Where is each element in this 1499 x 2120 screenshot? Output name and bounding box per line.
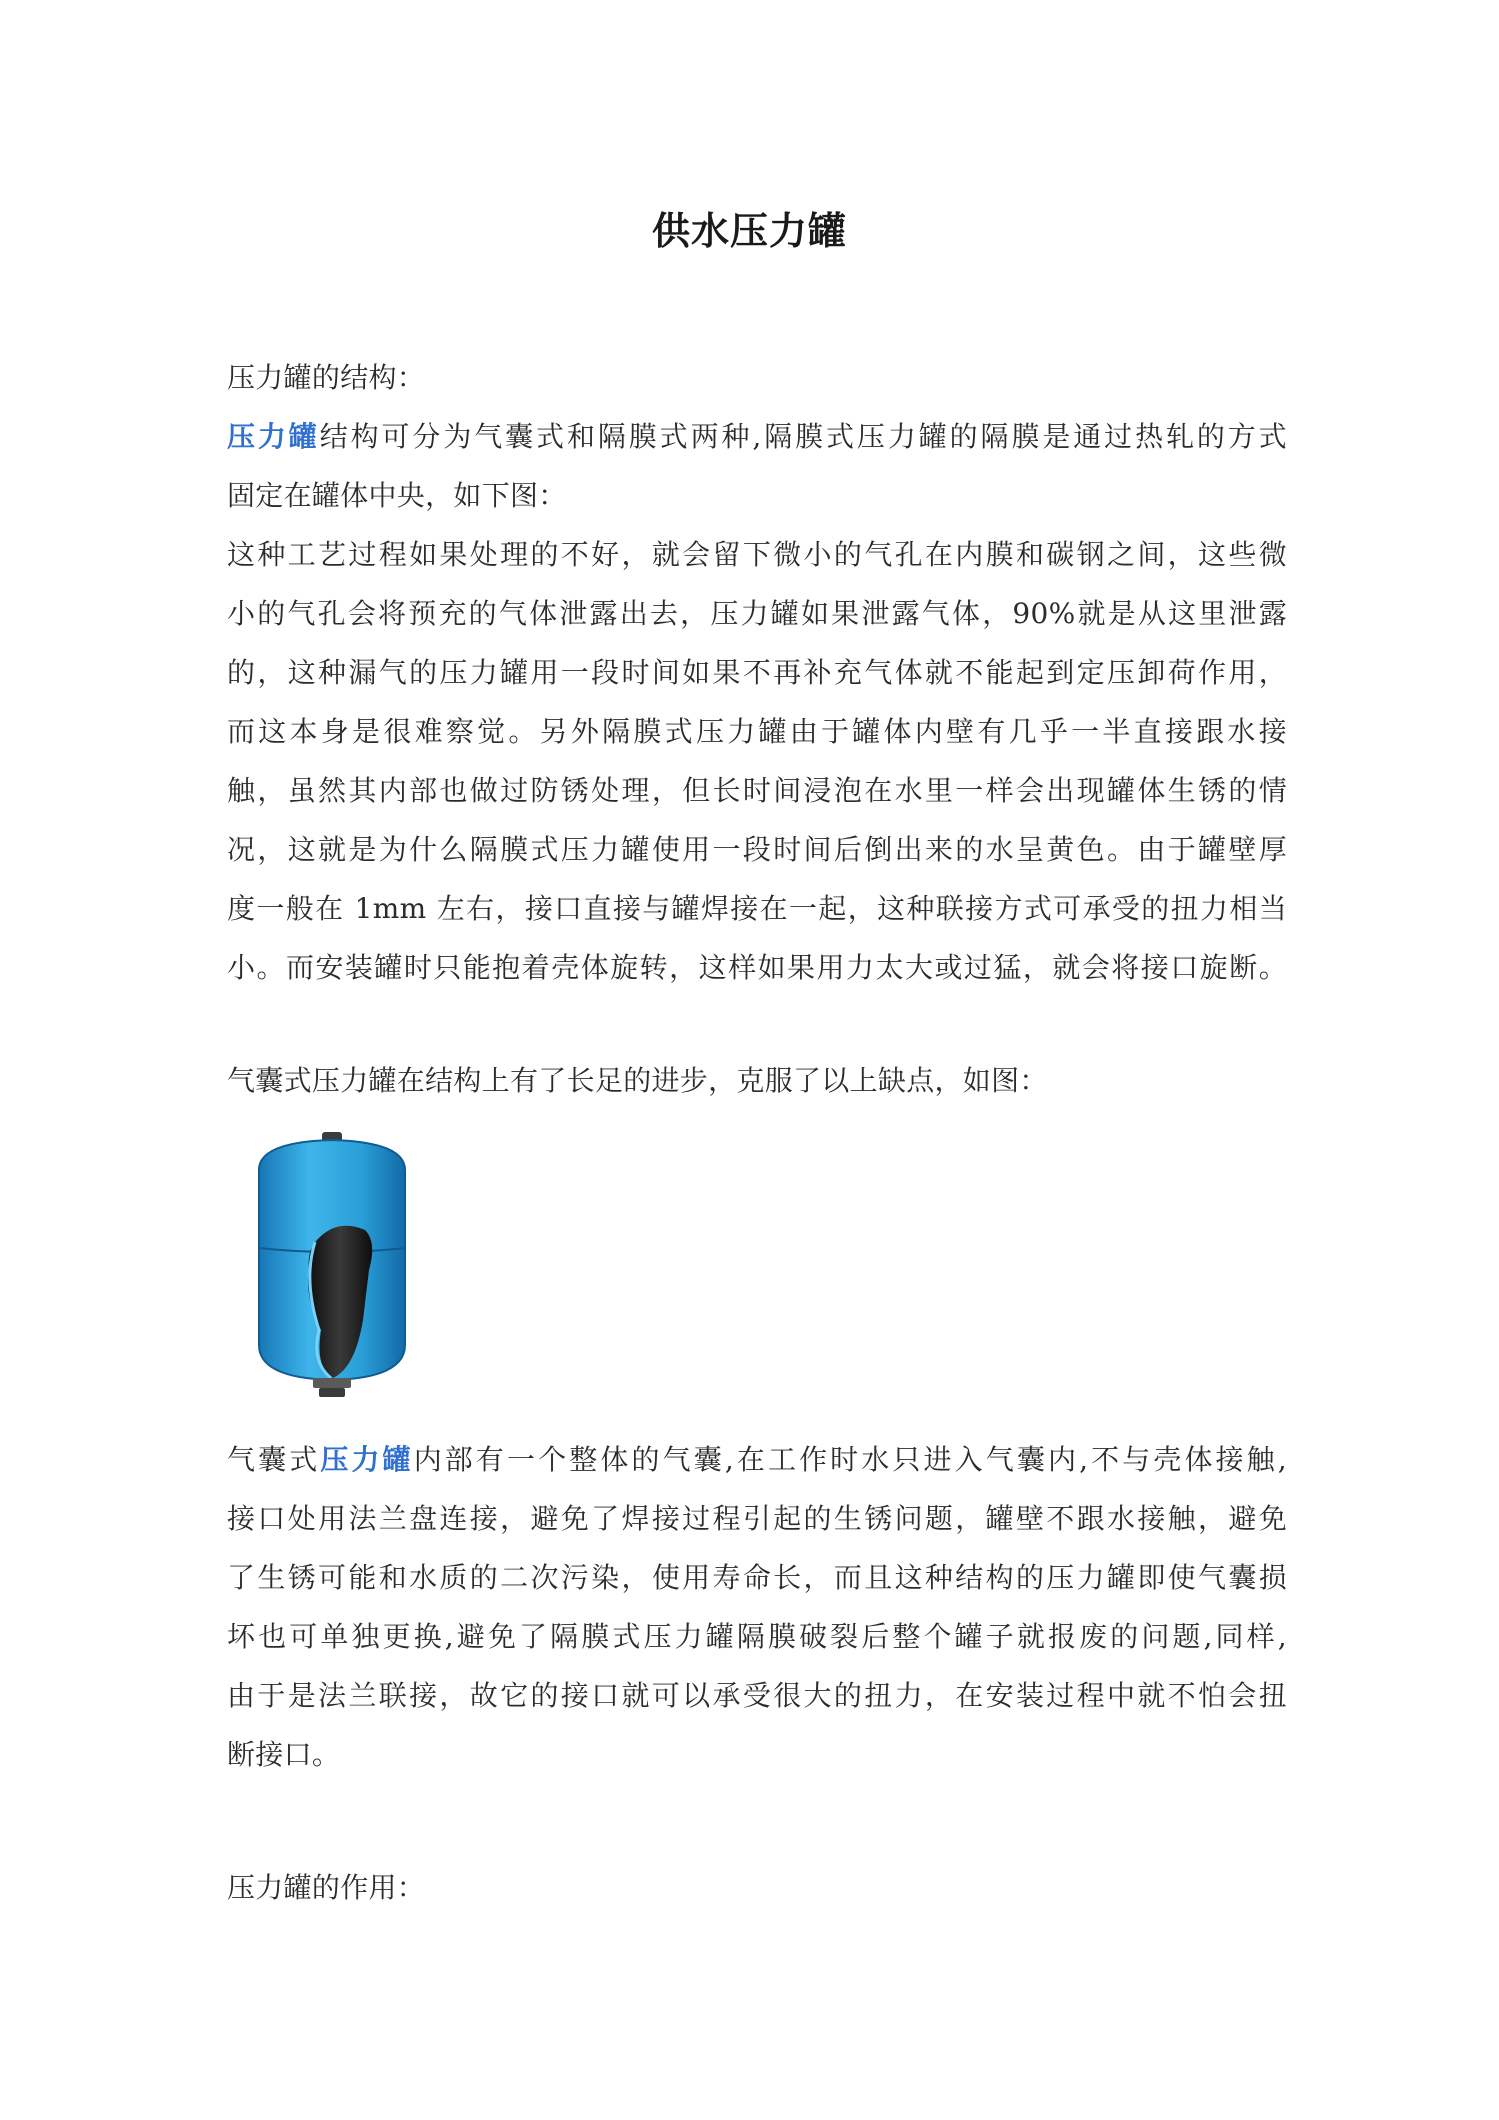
para3-line-1-text: 内部有一个整体的气囊,在工作时水只进入气囊内,不与壳体接触, bbox=[413, 1443, 1287, 1476]
para1-line-4: 小的气孔会将预充的气体泄露出去，压力罐如果泄露气体，90%就是从这里泄露 bbox=[227, 597, 1287, 630]
para1-line-7: 触，虽然其内部也做过防锈处理，但长时间浸泡在水里一样会出现罐体生锈的情 bbox=[227, 774, 1287, 807]
para3-line-5: 由于是法兰联接，故它的接口就可以承受很大的扭力，在安装过程中就不怕会扭 bbox=[227, 1679, 1287, 1712]
bladder-tank-illustration bbox=[245, 1130, 420, 1400]
para2-line: 气囊式压力罐在结构上有了长足的进步，克服了以上缺点，如图： bbox=[227, 1064, 1048, 1097]
function-section bbox=[227, 1858, 1287, 1917]
structure-heading: 压力罐的结构： bbox=[227, 361, 426, 394]
para1-line-6: 而这本身是很难察觉。另外隔膜式压力罐由于罐体内壁有几乎一半直接跟水接 bbox=[227, 715, 1287, 748]
function-heading: 压力罐的作用： bbox=[227, 1871, 426, 1904]
para1-line-5: 的，这种漏气的压力罐用一段时间如果不再补充气体就不能起到定压卸荷作用， bbox=[227, 656, 1287, 689]
para3-prefix: 气囊式 bbox=[227, 1443, 321, 1476]
para1-line-2: 固定在罐体中央，如下图： bbox=[227, 479, 567, 512]
para1-line-3: 这种工艺过程如果处理的不好，就会留下微小的气孔在内膜和碳钢之间，这些微 bbox=[227, 538, 1287, 571]
para1-line-1-text: 结构可分为气囊式和隔膜式两种,隔膜式压力罐的隔膜是通过热轧的方式 bbox=[319, 420, 1287, 453]
structure-section bbox=[227, 348, 1287, 997]
page-title: 供水压力罐 bbox=[651, 209, 847, 253]
para3-line-1 bbox=[227, 1430, 1287, 1489]
bladder-intro-section bbox=[227, 1051, 1287, 1110]
para3-line-4: 坏也可单独更换,避免了隔膜式压力罐隔膜破裂后整个罐子就报废的问题,同样, bbox=[227, 1620, 1287, 1653]
pressure-tank-link-2[interactable]: 压力罐 bbox=[320, 1443, 414, 1476]
para1-line-1 bbox=[227, 407, 1287, 466]
pressure-tank-link[interactable]: 压力罐 bbox=[227, 420, 320, 453]
para3-line-6: 断接口。 bbox=[227, 1738, 341, 1771]
para1-line-10: 小。而安装罐时只能抱着壳体旋转，这样如果用力太大或过猛，就会将接口旋断。 bbox=[227, 951, 1287, 984]
para1-line-9: 度一般在 1mm 左右，接口直接与罐焊接在一起，这种联接方式可承受的扭力相当 bbox=[227, 892, 1287, 925]
bladder-tank-image bbox=[245, 1130, 420, 1400]
para1-line-8: 况，这就是为什么隔膜式压力罐使用一段时间后倒出来的水呈黄色。由于罐壁厚 bbox=[227, 833, 1287, 866]
para3-line-3: 了生锈可能和水质的二次污染，使用寿命长，而且这种结构的压力罐即使气囊损 bbox=[227, 1561, 1287, 1594]
para3-line-2: 接口处用法兰盘连接，避免了焊接过程引起的生锈问题，罐壁不跟水接触，避免 bbox=[227, 1502, 1287, 1535]
bladder-description-section bbox=[227, 1430, 1287, 1784]
